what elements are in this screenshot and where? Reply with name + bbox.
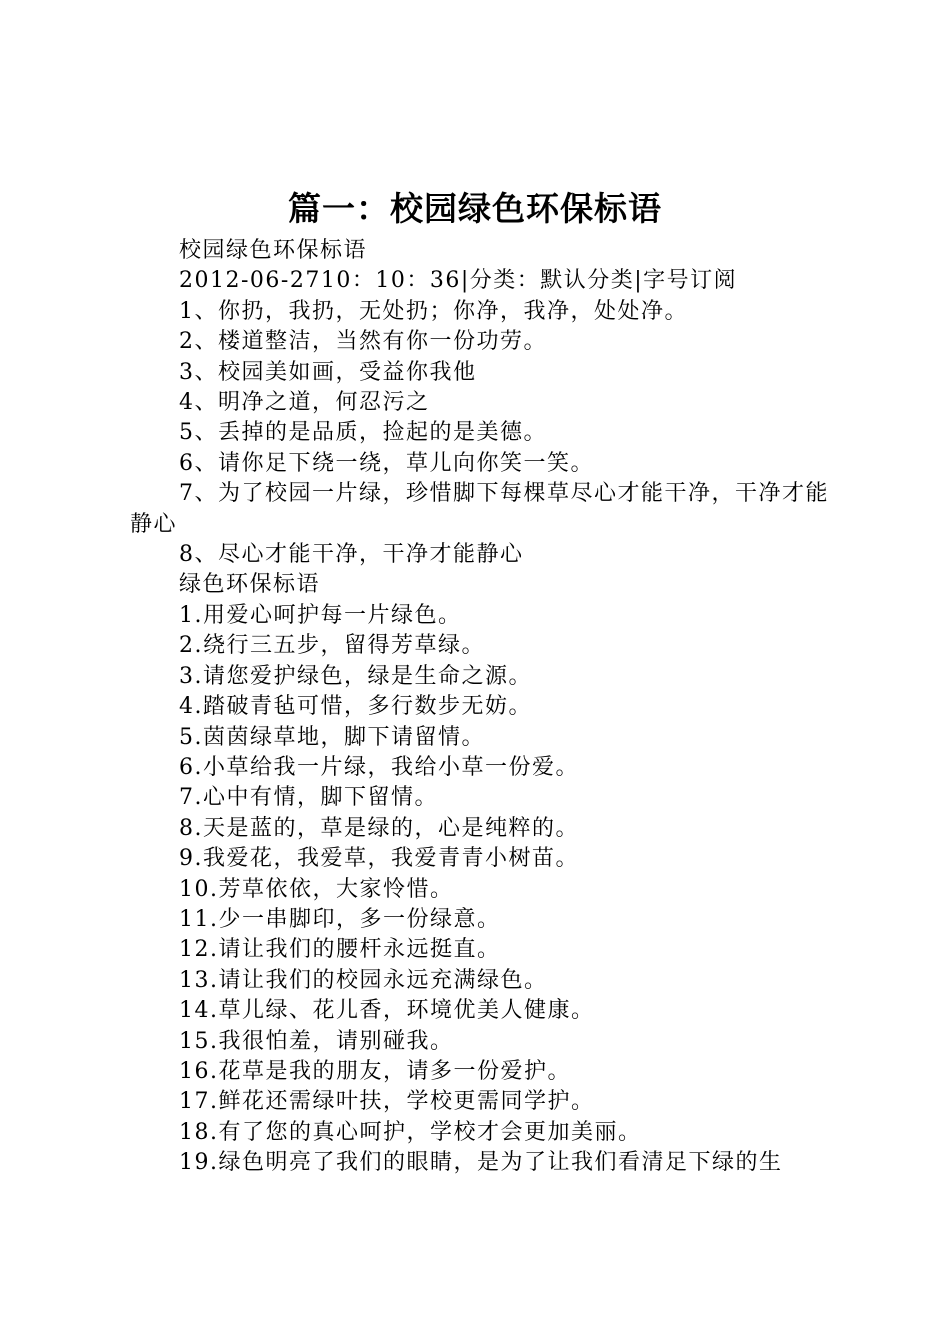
- slogan-item: 5、丢掉的是品质，捡起的是美德。: [179, 420, 547, 446]
- slogan-item: 5.茵茵绿草地，脚下请留情。: [179, 724, 485, 750]
- slogan-item: 1、你扔，我扔，无处扔；你净，我净，处处净。: [179, 298, 688, 324]
- slogan-item: 18.有了您的真心呵护，学校才会更加美丽。: [179, 1119, 642, 1145]
- paragraph-subtitle: 校园绿色环保标语: [179, 238, 368, 263]
- slogan-item: 11.少一串脚印，多一份绿意。: [179, 906, 501, 932]
- paragraph-meta: 2012-06-2710：10：36|分类：默认分类|字号订阅: [179, 268, 738, 294]
- slogan-item: 4、明净之道，何忍污之: [179, 390, 430, 416]
- slogan-item: 6、请你足下绕一绕，草儿向你笑一笑。: [179, 450, 594, 476]
- slogan-item: 19.绿色明亮了我们的眼睛，是为了让我们看清足下绿的生: [179, 1150, 783, 1176]
- slogan-item: 2、楼道整洁，当然有你一份功劳。: [179, 329, 547, 355]
- slogan-item: 14.草儿绿、花儿香，环境优美人健康。: [179, 998, 595, 1024]
- slogan-item: 7、为了校园一片绿，珍惜脚下每棵草尽心才能干净，干净才能静心: [130, 481, 829, 537]
- slogan-item: 8.天是蓝的，草是绿的，心是纯粹的。: [179, 815, 579, 841]
- slogan-item: 7.心中有情，脚下留情。: [179, 785, 438, 811]
- slogan-item: 8、尽心才能干净，干净才能静心: [179, 542, 524, 568]
- slogan-item: 3.请您爱护绿色，绿是生命之源。: [179, 663, 532, 689]
- slogan-item: 16.花草是我的朋友，请多一份爱护。: [179, 1058, 571, 1084]
- slogan-item: 3、校园美如画，受益你我他: [179, 359, 477, 385]
- document-body: [130, 236, 836, 1179]
- section-heading: 绿色环保标语: [179, 572, 321, 598]
- slogan-item: 13.请让我们的校园永远充满绿色。: [179, 967, 548, 993]
- slogan-item: 1.用爱心呵护每一片绿色。: [179, 602, 462, 628]
- slogan-item: 6.小草给我一片绿，我给小草一份爱。: [179, 754, 579, 780]
- slogan-item: 15.我很怕羞，请别碰我。: [179, 1028, 454, 1054]
- document-title: 篇一：校园绿色环保标语: [288, 189, 662, 228]
- slogan-item: 10.芳草依依，大家怜惜。: [179, 876, 454, 902]
- slogan-item: 2.绕行三五步，留得芳草绿。: [179, 633, 485, 659]
- slogan-item: 4.踏破青毡可惜，多行数步无妨。: [179, 694, 532, 720]
- slogan-item: 17.鲜花还需绿叶扶，学校更需同学护。: [179, 1089, 595, 1115]
- slogan-item: 9.我爱花，我爱草，我爱青青小树苗。: [179, 846, 579, 872]
- slogan-item: 12.请让我们的腰杆永远挺直。: [179, 937, 501, 963]
